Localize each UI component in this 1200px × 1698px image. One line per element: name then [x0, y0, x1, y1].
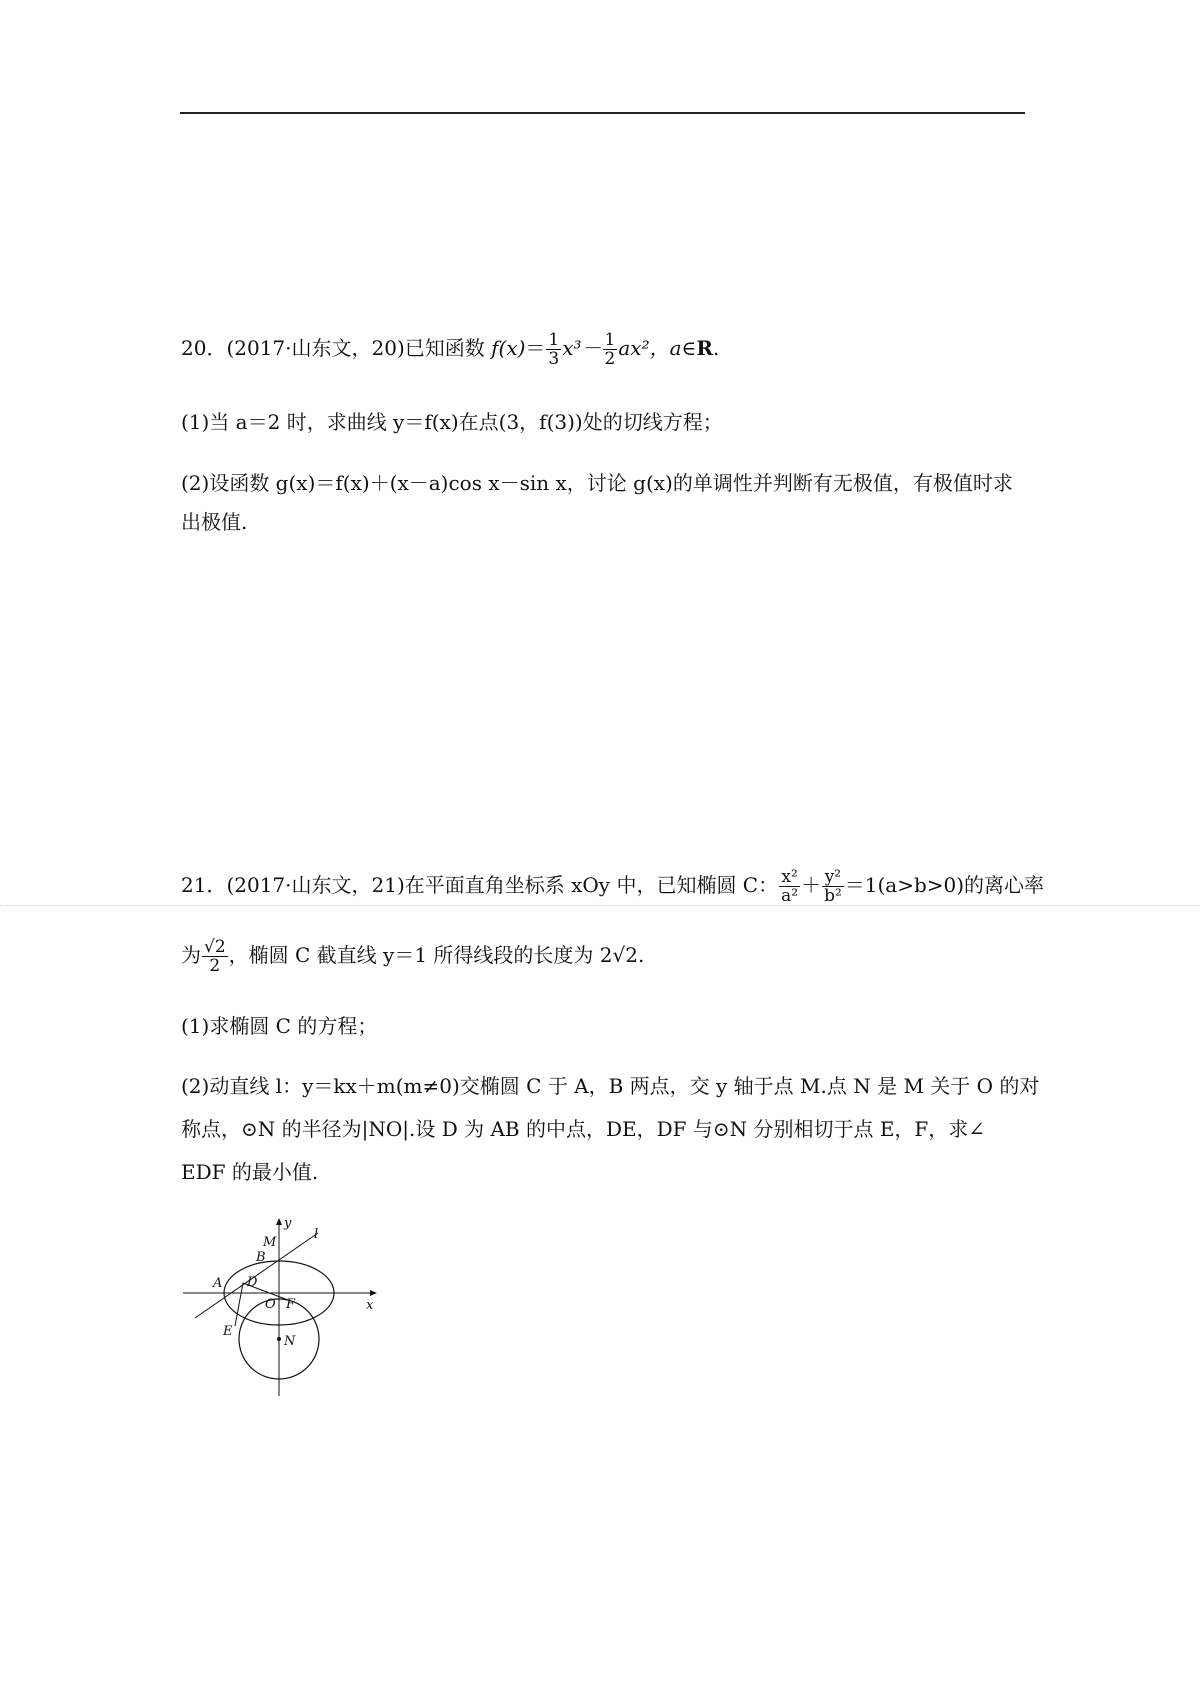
label-m: M — [263, 1235, 277, 1250]
q21-part1: (1)求椭圆 C 的方程； — [181, 1014, 378, 1038]
q21-fraction-y: $\frac{\text{y²}}{\text{b²}}$ — [824, 867, 842, 906]
q21-part2-line3: EDF 的最小值. — [181, 1160, 319, 1184]
label-x: x — [366, 1298, 374, 1313]
label-d: D — [247, 1275, 258, 1290]
label-n: N — [284, 1334, 296, 1349]
q20-part2-line2: 出极值. — [181, 510, 248, 534]
q21-eccentricity-fraction: $\frac{√2}{2}$ — [204, 937, 226, 976]
q21-fraction-x: $\frac{\text{x²}}{\text{a²}}$ — [781, 867, 799, 906]
x-axis-arrow — [370, 1290, 377, 1296]
q20-stem: 20．(2017·山东文，20)已知函数 f(x)＝ $\frac{1}{3}$ x³－ $\frac{1}{2}$ ax²，a∈R. — [181, 330, 720, 369]
label-e: E — [223, 1324, 233, 1339]
label-b: B — [256, 1250, 266, 1265]
q20-part1: (1)当 a＝2 时，求曲线 y＝f(x)在点(3，f(3))处的切线方程； — [181, 410, 723, 434]
q20-fraction-2: $\frac{1}{2}$ — [604, 330, 616, 369]
label-f: F — [286, 1297, 296, 1312]
label-o: O — [265, 1297, 276, 1312]
q21-stem: 21．(2017·山东文，21)在平面直角坐标系 xOy 中，已知椭圆 C： $\frac{\text{x²}}{\text{a²}}$ ＋ $\frac{\text{y²}}{\text{b²}}$ ＝1(a>b>0)的离心率 — [181, 867, 1045, 906]
q20-fraction-1: $\frac{1}{3}$ — [548, 330, 560, 369]
label-l: l — [314, 1227, 319, 1242]
q21-part2-line2: 称点，⊙N 的半径为|NO|.设 D 为 AB 的中点，DE，DF 与⊙N 分别相切于点 E，F，求∠ — [181, 1117, 986, 1141]
point-n — [277, 1337, 281, 1341]
q21-stem-line2: 为 $\frac{√2}{2}$ ，椭圆 C 截直线 y＝1 所得线段的长度为 2√2. — [181, 937, 645, 976]
label-y: y — [284, 1216, 292, 1231]
label-a: A — [213, 1276, 223, 1291]
q20-part2-line1: (2)设函数 g(x)＝f(x)＋(x－a)cos x－sin x，讨论 g(x)的单调性并判断有无极值，有极值时求 — [181, 471, 1013, 495]
q21-part2-line1: (2)动直线 l：y＝kx＋m(m≠0)交椭圆 C 于 A，B 两点，交 y 轴于点 M.点 N 是 M 关于 O 的对 — [181, 1074, 1040, 1098]
header-rule — [180, 112, 1025, 114]
y-axis-arrow — [276, 1218, 282, 1225]
ellipse-circle-figure — [180, 1213, 380, 1398]
page-break-dotted — [0, 905, 1200, 906]
